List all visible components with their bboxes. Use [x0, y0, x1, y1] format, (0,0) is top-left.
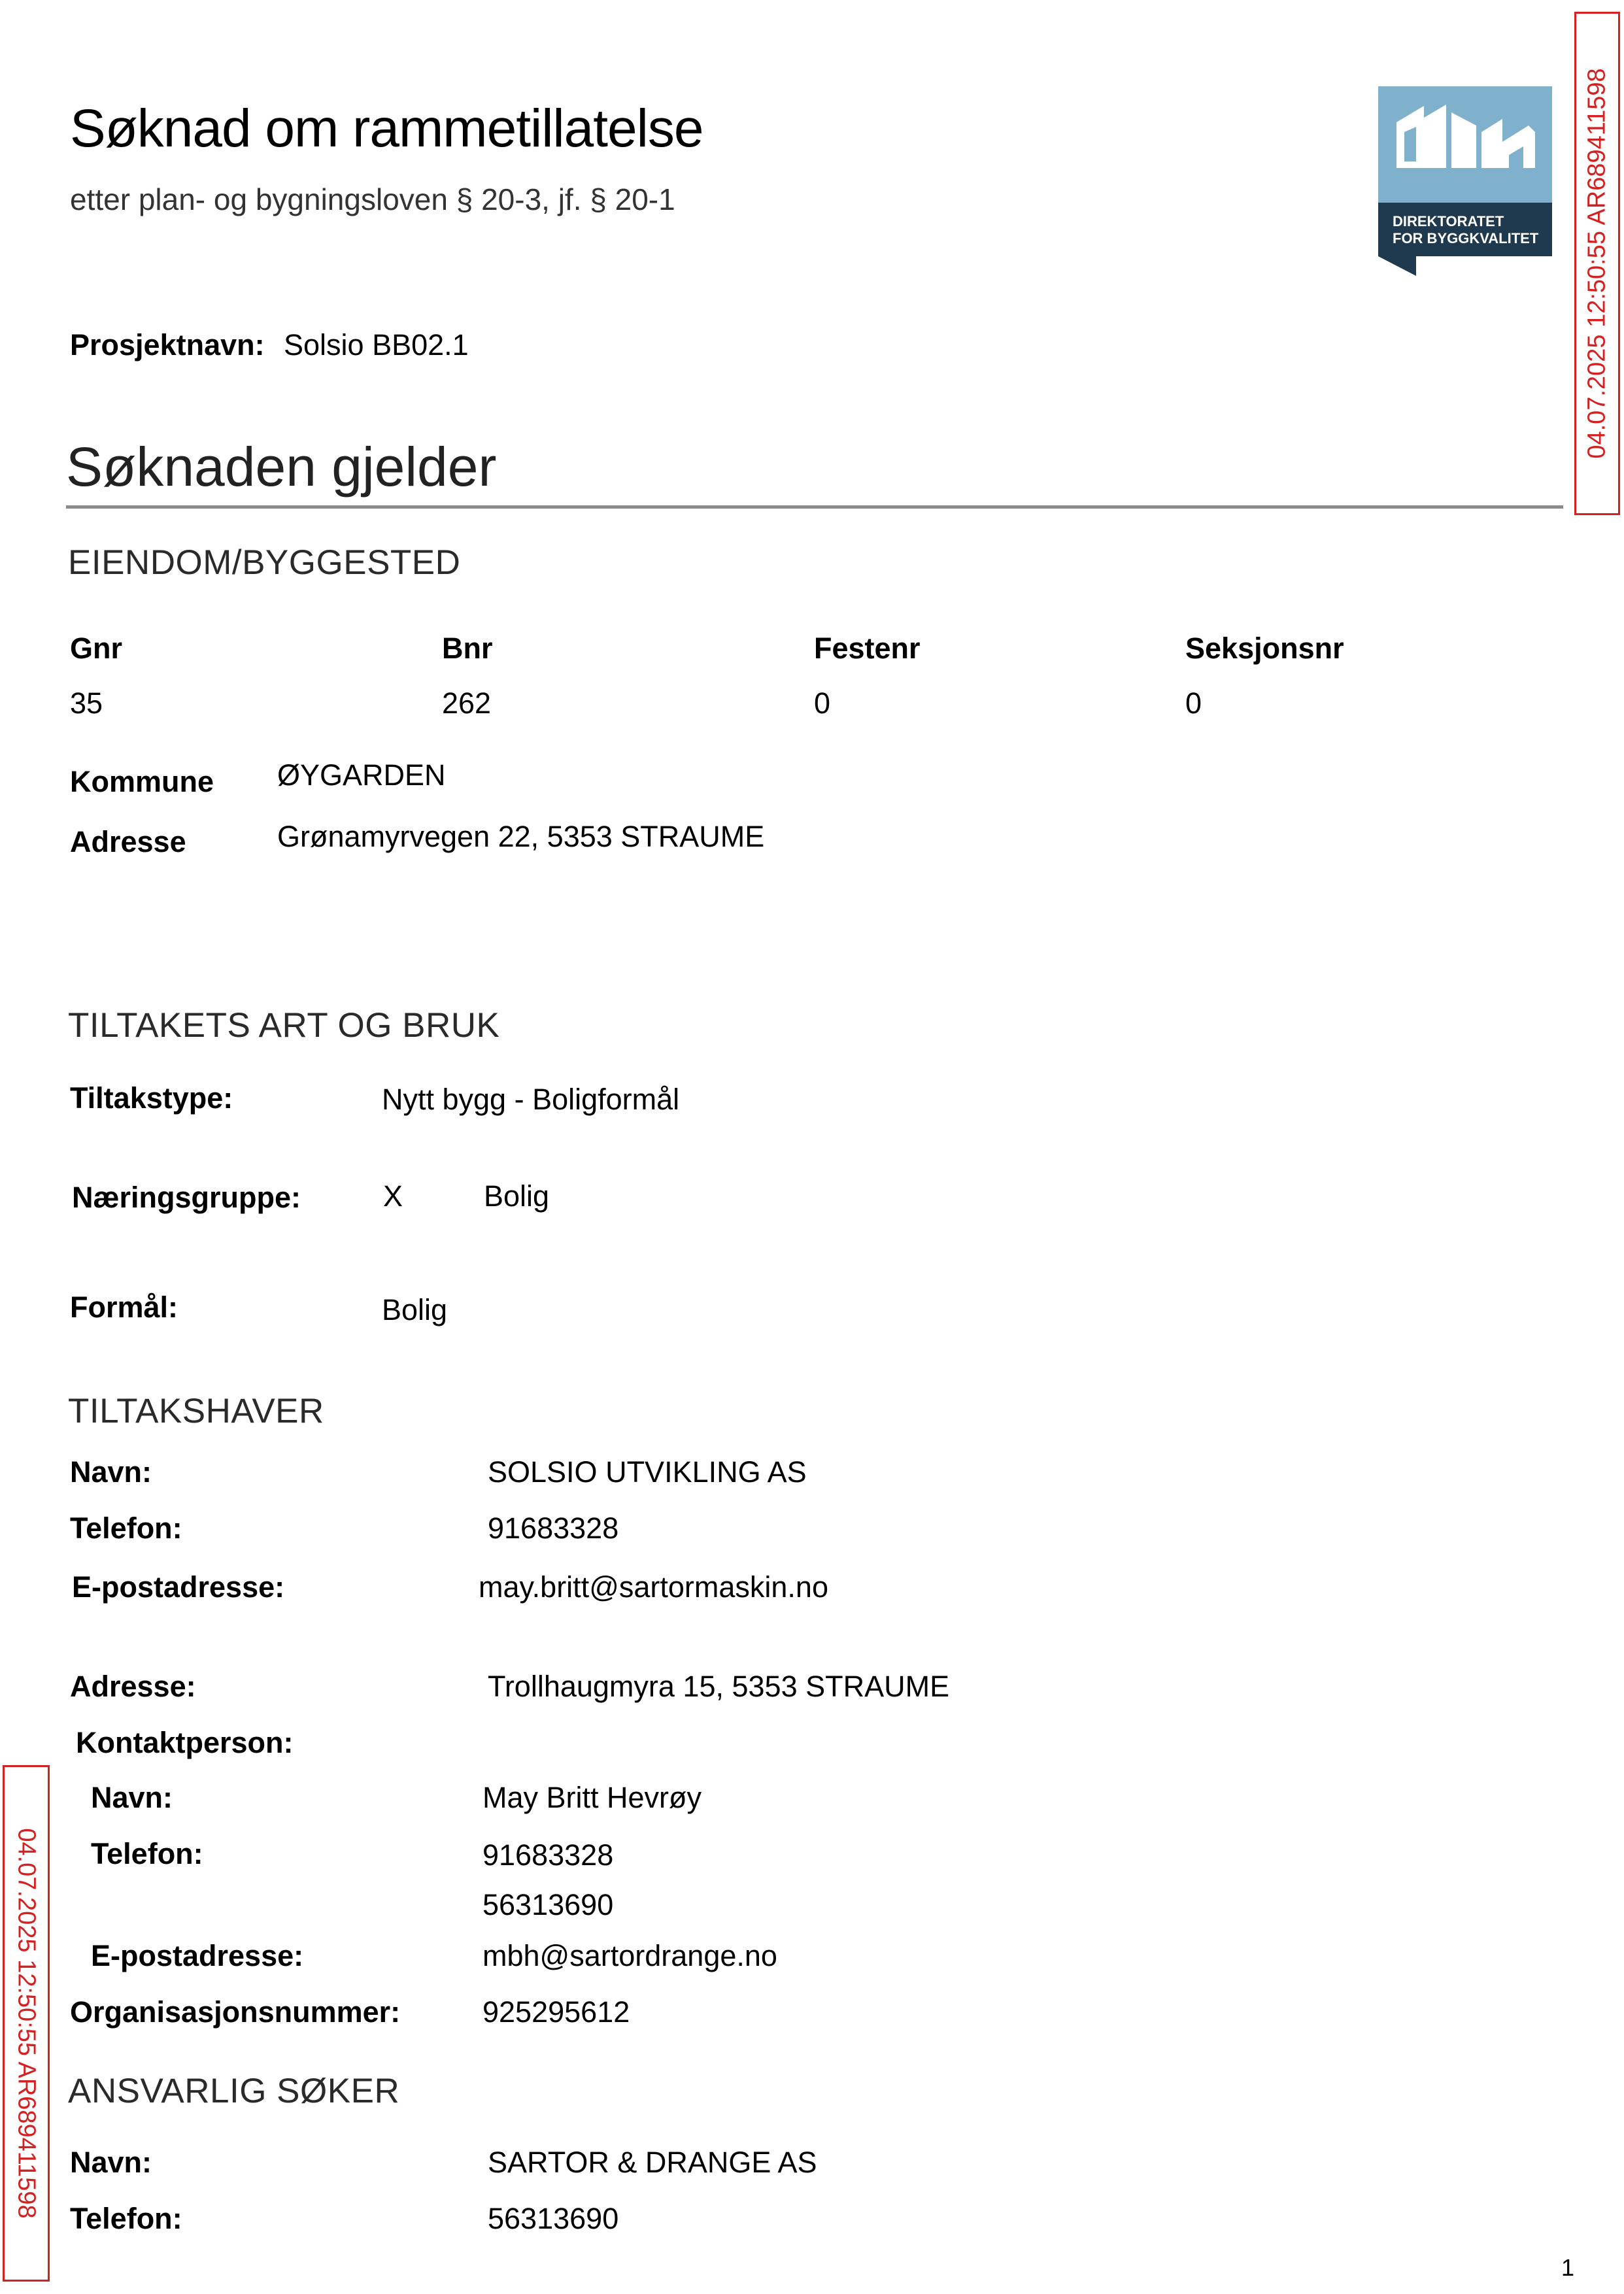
kommune-value: ØYGARDEN [277, 758, 446, 792]
section-heading: Søknaden gjelder [66, 436, 497, 498]
adresse-label: Adresse [70, 825, 186, 858]
festenr-value: 0 [814, 686, 831, 720]
kontakt-epost-label: E-postadresse: [91, 1939, 304, 1972]
date-stamp-top [1574, 12, 1620, 515]
tiltakshaver-adresse-value: Trollhaugmyra 15, 5353 STRAUME [488, 1670, 950, 1703]
kontakt-telefon-value-2: 56313690 [482, 1888, 614, 1921]
ansvarlig-telefon-label: Telefon: [70, 2202, 182, 2235]
kommune-label: Kommune [70, 765, 214, 798]
kontakt-navn-label: Navn: [91, 1781, 173, 1814]
seksjonsnr-label: Seksjonsnr [1185, 632, 1344, 665]
tiltakshaver-heading: TILTAKSHAVER [68, 1392, 324, 1430]
kontakt-telefon-value-1: 91683328 [482, 1838, 614, 1872]
dibk-logo [1378, 86, 1552, 276]
tiltakstype-label: Tiltakstype: [70, 1081, 233, 1115]
ansvarlig-navn-label: Navn: [70, 2146, 152, 2179]
date-stamp-bottom [3, 1765, 50, 2282]
project-value: Solsio BB02.1 [284, 328, 469, 362]
naeringsgruppe-code: X [383, 1179, 403, 1213]
ansvarlig-heading: ANSVARLIG SØKER [68, 2072, 400, 2110]
document-title: Søknad om rammetillatelse [70, 99, 703, 158]
formal-label: Formål: [70, 1290, 178, 1324]
tiltakstype-value: Nytt bygg - Boligformål [382, 1083, 680, 1116]
tiltakshaver-epost-label: E-postadresse: [72, 1570, 285, 1604]
tiltakshaver-adresse-label: Adresse: [70, 1670, 196, 1703]
page-number: 1 [1561, 2254, 1575, 2281]
gnr-value: 35 [70, 686, 103, 720]
svg-text:FOR BYGGKVALITET: FOR BYGGKVALITET [1393, 230, 1539, 246]
building-logo-icon [1378, 86, 1552, 276]
bnr-value: 262 [442, 686, 492, 720]
project-label: Prosjektnavn: [70, 328, 265, 362]
naeringsgruppe-label: Næringsgruppe: [72, 1181, 301, 1214]
tiltakshaver-navn-value: SOLSIO UTVIKLING AS [488, 1455, 807, 1489]
seksjonsnr-value: 0 [1185, 686, 1202, 720]
ansvarlig-telefon-value: 56313690 [488, 2202, 619, 2235]
tiltakshaver-telefon-label: Telefon: [70, 1511, 182, 1545]
gnr-label: Gnr [70, 632, 123, 665]
tiltakshaver-telefon-value: 91683328 [488, 1511, 619, 1545]
formal-value: Bolig [382, 1293, 448, 1326]
kontakt-epost-value: mbh@sartordrange.no [482, 1939, 777, 1972]
stamp-text: 04.07.2025 12:50:55 AR689411598 [12, 1828, 41, 2219]
tiltakshaver-navn-label: Navn: [70, 1455, 152, 1489]
stamp-text: 04.07.2025 12:50:55 AR689411598 [1583, 68, 1611, 459]
orgnr-label: Organisasjonsnummer: [70, 1995, 401, 2029]
section-divider [66, 505, 1563, 509]
eiendom-heading: EIENDOM/BYGGESTED [68, 543, 461, 582]
document-subtitle: etter plan- og bygningsloven § 20-3, jf. § 20-1 [70, 182, 675, 216]
kontaktperson-label: Kontaktperson: [76, 1726, 294, 1759]
tiltakshaver-epost-value: may.britt@sartormaskin.no [479, 1570, 828, 1604]
svg-text:DIREKTORATET: DIREKTORATET [1393, 213, 1504, 229]
festenr-label: Festenr [814, 632, 921, 665]
orgnr-value: 925295612 [482, 1995, 630, 2029]
ansvarlig-navn-value: SARTOR & DRANGE AS [488, 2146, 817, 2179]
kontakt-telefon-label: Telefon: [91, 1837, 203, 1870]
adresse-value: Grønamyrvegen 22, 5353 STRAUME [277, 820, 765, 853]
naeringsgruppe-value: Bolig [484, 1179, 550, 1213]
bnr-label: Bnr [442, 632, 493, 665]
kontakt-navn-value: May Britt Hevrøy [482, 1781, 702, 1814]
tiltak-heading: TILTAKETS ART OG BRUK [68, 1006, 500, 1045]
